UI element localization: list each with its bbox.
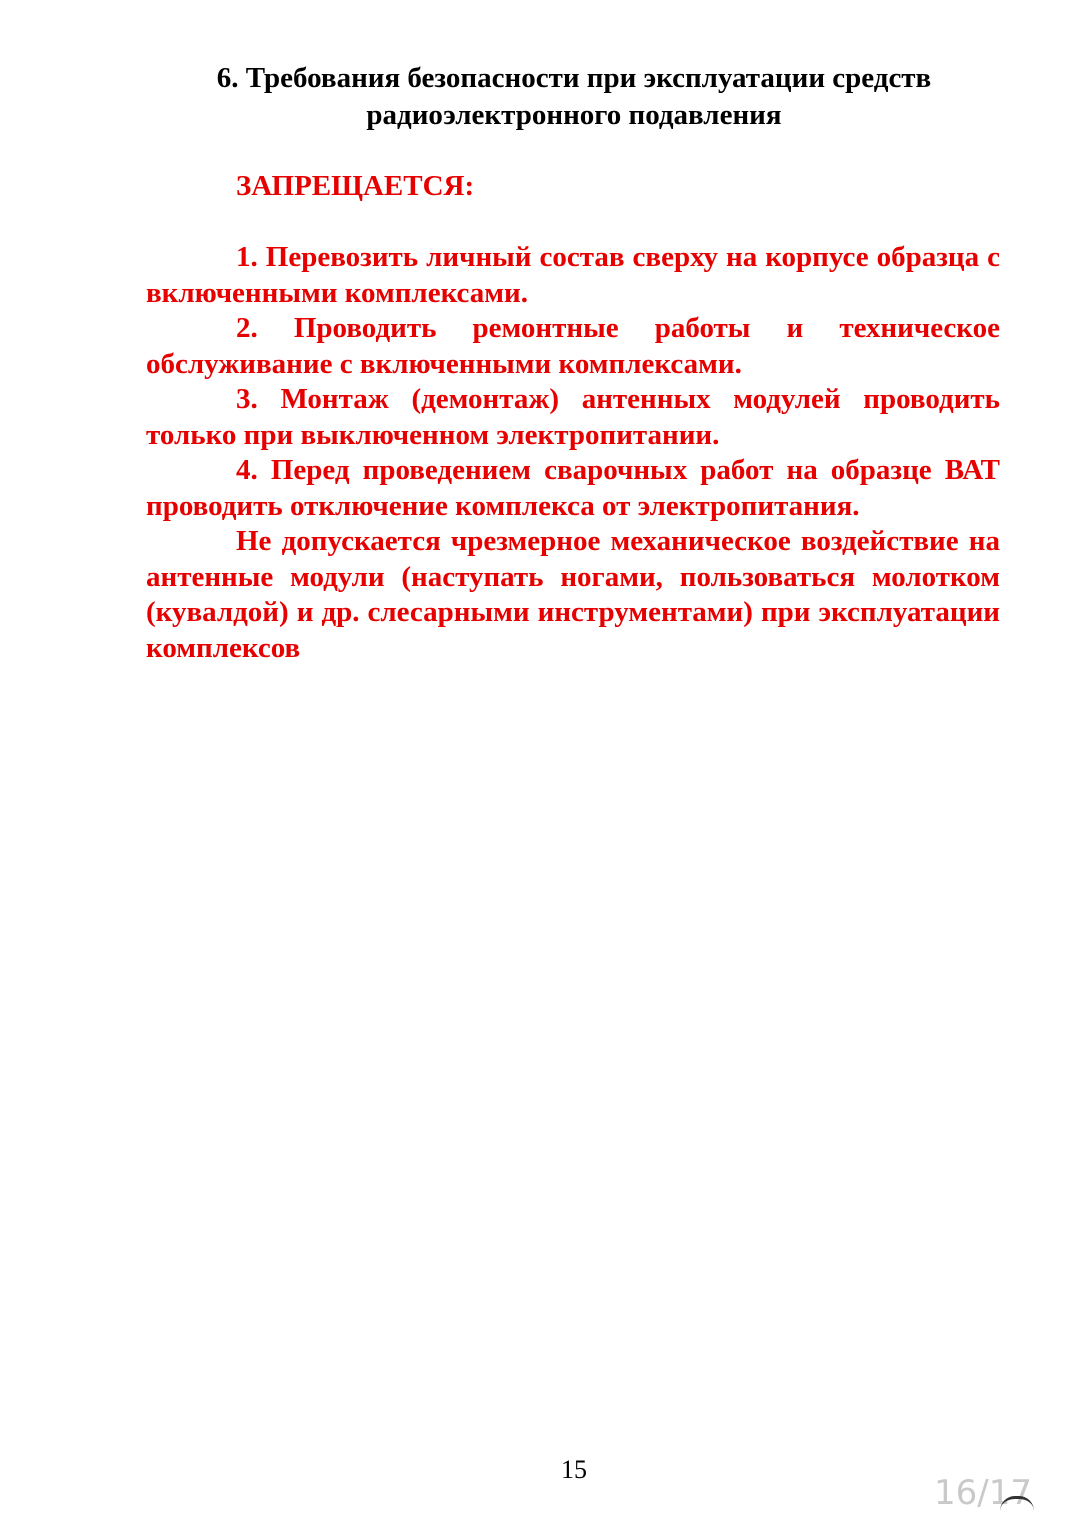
section-heading: [120, 60, 1028, 134]
list-item: 1. Перевозить личный состав сверху на корпусе образца с включенными комплексами.: [146, 241, 1000, 309]
requirements-block: [146, 166, 1000, 666]
list-item: 2. Проводить ремонтные работы и техническое обслуживание с включенными комплексами.: [146, 312, 1000, 380]
section-heading-line-2: радиоэлектронного подавления: [366, 99, 782, 131]
page-number: 15: [561, 1455, 587, 1484]
list-item: Не допускается чрезмерное механическое воздействие на антенные модули (наступать ногами, пользоваться молотком (кувалдой) и др. слесарными инструментами) при эксплуатации комплексов: [146, 525, 1000, 664]
page-counter: 16/17: [934, 1473, 1032, 1513]
list-item: 4. Перед проведением сварочных работ на образце ВАТ проводить отключение комплекса от электропитания.: [146, 454, 1000, 522]
requirements-list: [146, 240, 1000, 666]
section-heading-line-1: 6. Требования безопасности при эксплуатации средств: [216, 62, 932, 94]
forbidden-label: ЗАПРЕЩАЕТСЯ:: [236, 170, 475, 202]
list-item: 3. Монтаж (демонтаж) антенных модулей проводить только при выключенном электропитании.: [146, 383, 1000, 451]
